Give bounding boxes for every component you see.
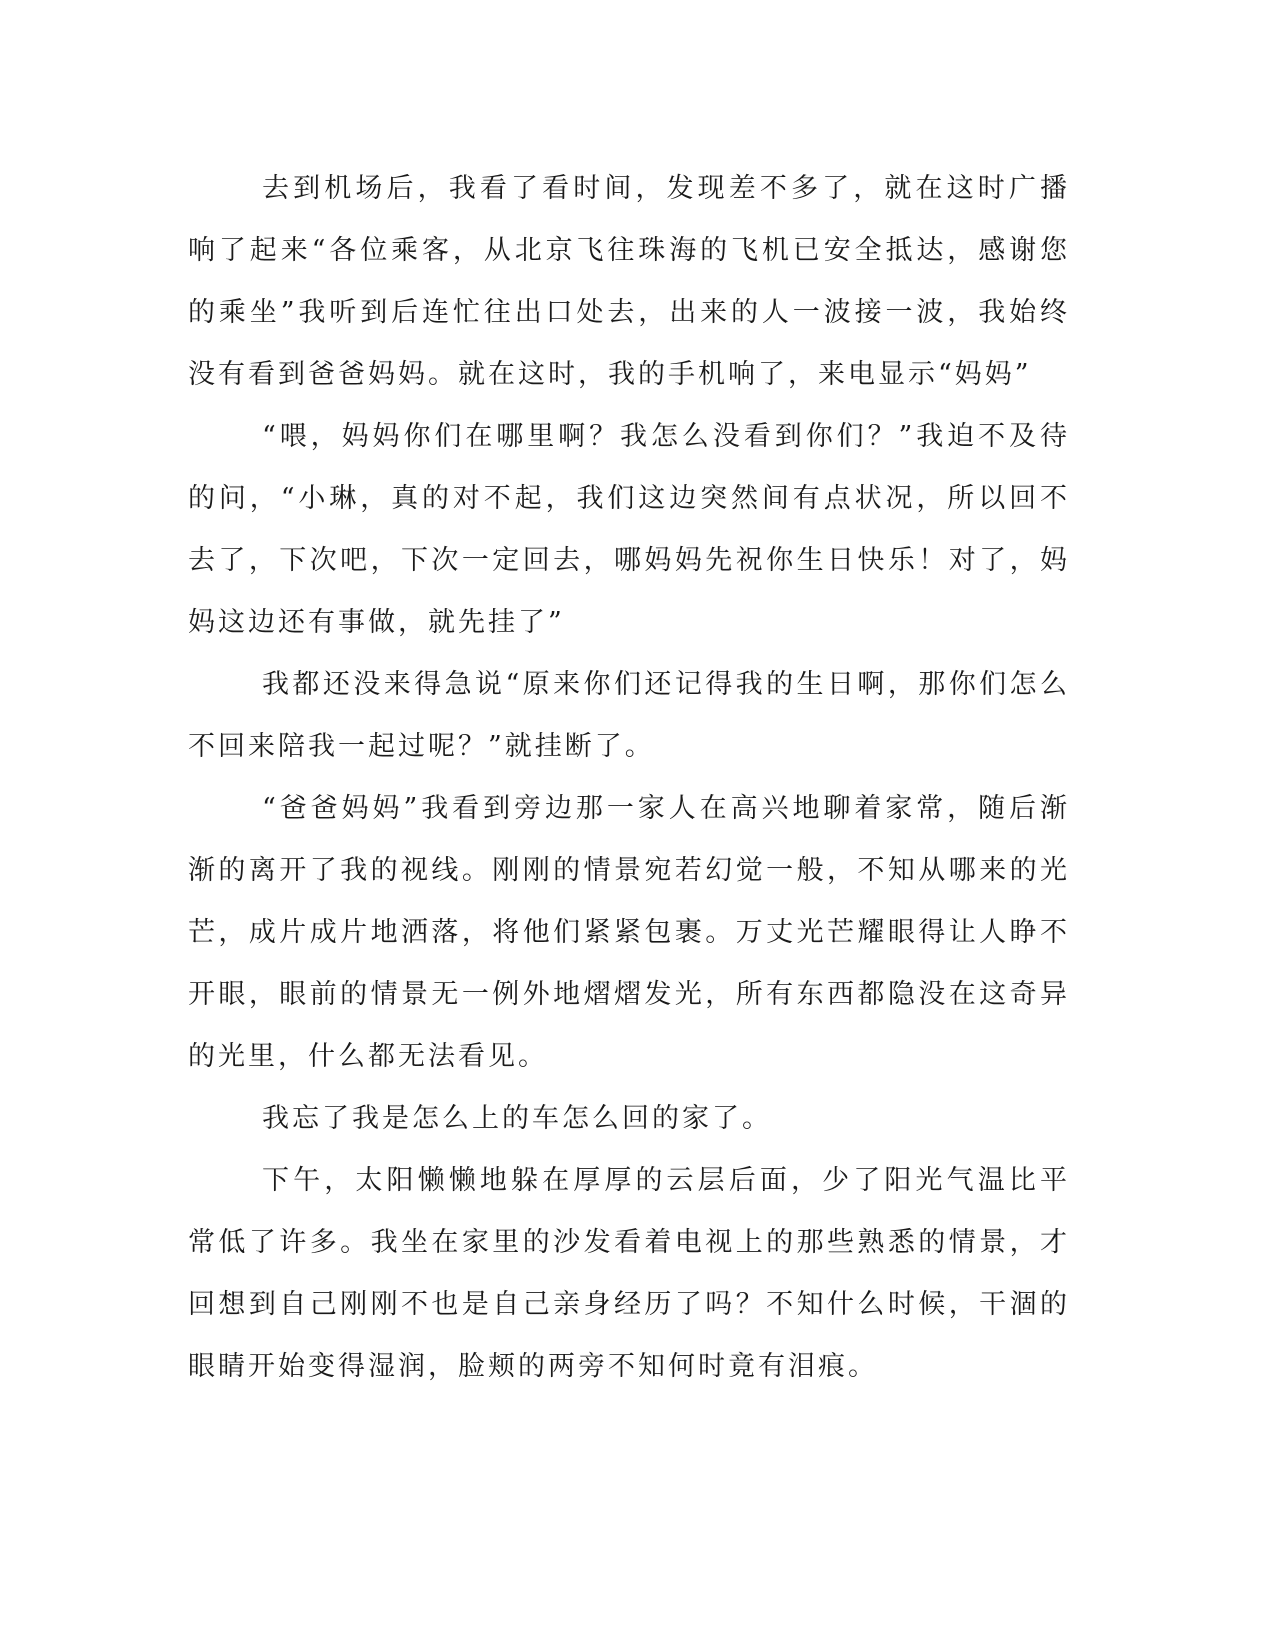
paragraph-unspoken-reply: 我都还没来得急说“原来你们还记得我的生日啊，那你们怎么不回来陪我一起过呢？”就挂断了。	[188, 669, 1070, 762]
paragraph-phone-call: “喂，妈妈你们在哪里啊？我怎么没看到你们？”我迫不及待的问，“小琳，真的对不起，我们这边突然间有点状况，所以回不去了，下次吧，下次一定回去，哪妈妈先祝你生日快乐！对了，妈妈这边还有事做，就先挂了”	[188, 421, 1070, 638]
paragraph-going-home: 我忘了我是怎么上的车怎么回的家了。	[262, 1103, 772, 1134]
body-text	[188, 158, 1070, 1398]
paragraph-airport-arrival: 去到机场后，我看了看时间，发现差不多了，就在这时广播响了起来“各位乘客，从北京飞往珠海的飞机已安全抵达，感谢您的乘坐”我听到后连忙往出口处去，出来的人一波接一波，我始终没有看到爸爸妈妈。就在这时，我的手机响了，来电显示“妈妈”	[188, 173, 1070, 390]
paragraph-afternoon: 下午，太阳懒懒地躲在厚厚的云层后面，少了阳光气温比平常低了许多。我坐在家里的沙发看着电视上的那些熟悉的情景，才回想到自己刚刚不也是自己亲身经历了吗？不知什么时候，干涸的眼睛开始变得湿润，脸颊的两旁不知何时竟有泪痕。	[188, 1165, 1070, 1382]
paragraph-family-light: “爸爸妈妈”我看到旁边那一家人在高兴地聊着家常，随后渐渐的离开了我的视线。刚刚的情景宛若幻觉一般，不知从哪来的光芒，成片成片地洒落，将他们紧紧包裹。万丈光芒耀眼得让人睁不开眼，眼前的情景无一例外地熠熠发光，所有东西都隐没在这奇异的光里，什么都无法看见。	[188, 793, 1070, 1072]
